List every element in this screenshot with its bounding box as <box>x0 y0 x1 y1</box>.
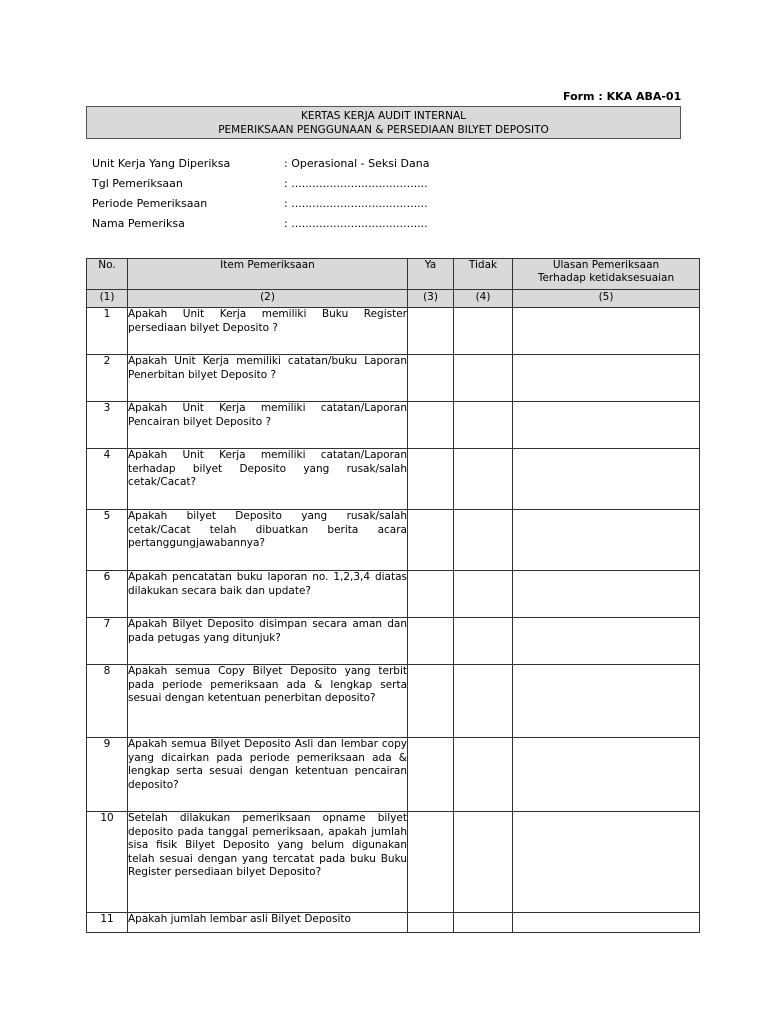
row-question-text: Apakah pencatatan buku laporan no. 1,2,3,4 diatas dilakukan secara baik dan update? <box>128 571 407 597</box>
header-item: Item Pemeriksaan <box>128 259 408 290</box>
row-question-text: Setelah dilakukan pemeriksaan opname bilyet deposito pada tanggal pemeriksaan, apakah jumlah sisa fisik Bilyet Deposito yang belum digunakan telah sesuai dengan yang tercatat pada buku Buku Register persediaan bilyet Deposito? <box>128 812 407 878</box>
ya-cell[interactable] <box>408 355 454 402</box>
table-row <box>87 812 700 913</box>
ya-cell[interactable] <box>408 402 454 449</box>
table-row <box>87 571 700 618</box>
audit-checklist-table <box>86 258 700 933</box>
info-value: : ....................................... <box>284 177 428 190</box>
ya-cell[interactable] <box>408 913 454 933</box>
row-question <box>128 812 408 913</box>
tidak-cell[interactable] <box>454 510 513 571</box>
document-title-box <box>86 106 681 139</box>
header-ulasan-line1: Ulasan Pemeriksaan <box>552 259 660 271</box>
ulasan-cell[interactable] <box>513 618 700 665</box>
ya-cell[interactable] <box>408 812 454 913</box>
document-title-line1: KERTAS KERJA AUDIT INTERNAL <box>300 110 467 122</box>
ya-cell[interactable] <box>408 665 454 738</box>
row-question <box>128 618 408 665</box>
table-row <box>87 449 700 510</box>
row-number: 5 <box>87 510 128 571</box>
row-number: 9 <box>87 738 128 812</box>
row-question-text: Apakah Unit Kerja memiliki catatan/buku Laporan Penerbitan bilyet Deposito ? <box>128 355 407 381</box>
form-code: Form : KKA ABA-01 <box>563 90 682 103</box>
document-title-line2: PEMERIKSAAN PENGGUNAAN & PERSEDIAAN BILYET DEPOSITO <box>218 124 549 136</box>
ya-cell[interactable] <box>408 571 454 618</box>
ulasan-cell[interactable] <box>513 913 700 933</box>
row-number: 1 <box>87 308 128 355</box>
ya-cell[interactable] <box>408 449 454 510</box>
row-number: 3 <box>87 402 128 449</box>
row-question-text: Apakah semua Bilyet Deposito Asli dan lembar copy yang dicairkan pada periode pemeriksaan ada & lengkap serta sesuai dengan ketentuan pencairan deposito? <box>128 738 407 791</box>
row-question <box>128 665 408 738</box>
tidak-cell[interactable] <box>454 449 513 510</box>
column-number: (5) <box>513 290 700 308</box>
row-question-text: Apakah Unit Kerja memiliki Buku Register persediaan bilyet Deposito ? <box>128 308 407 334</box>
row-number: 4 <box>87 449 128 510</box>
row-question <box>128 738 408 812</box>
ulasan-cell[interactable] <box>513 402 700 449</box>
column-number: (2) <box>128 290 408 308</box>
tidak-cell[interactable] <box>454 913 513 933</box>
row-question <box>128 449 408 510</box>
info-label: Tgl Pemeriksaan <box>92 177 183 190</box>
row-number: 2 <box>87 355 128 402</box>
tidak-cell[interactable] <box>454 812 513 913</box>
row-question <box>128 355 408 402</box>
row-number: 6 <box>87 571 128 618</box>
info-value: : Operasional - Seksi Dana <box>284 157 430 170</box>
row-question-text: Apakah semua Copy Bilyet Deposito yang terbit pada periode pemeriksaan ada & lengkap serta sesuai dengan ketentuan penerbitan deposito? <box>128 665 407 704</box>
row-question-text: Apakah bilyet Deposito yang rusak/salah cetak/Cacat telah dibuatkan berita acara pertanggungjawabannya? <box>128 510 407 549</box>
row-question-text: Apakah Bilyet Deposito disimpan secara aman dan pada petugas yang ditunjuk? <box>128 618 407 644</box>
header-no: No. <box>87 259 128 290</box>
info-label: Periode Pemeriksaan <box>92 197 208 210</box>
tidak-cell[interactable] <box>454 665 513 738</box>
table-row <box>87 665 700 738</box>
header-tidak: Tidak <box>454 259 513 290</box>
tidak-cell[interactable] <box>454 402 513 449</box>
row-question <box>128 571 408 618</box>
column-number-row <box>87 290 700 308</box>
ulasan-cell[interactable] <box>513 571 700 618</box>
tidak-cell[interactable] <box>454 618 513 665</box>
tidak-cell[interactable] <box>454 308 513 355</box>
ulasan-cell[interactable] <box>513 308 700 355</box>
table-row <box>87 738 700 812</box>
header-ya: Ya <box>408 259 454 290</box>
info-label: Unit Kerja Yang Diperiksa <box>92 157 231 170</box>
tidak-cell[interactable] <box>454 571 513 618</box>
table-row <box>87 355 700 402</box>
row-question-text: Apakah Unit Kerja memiliki catatan/Laporan Pencairan bilyet Deposito ? <box>128 402 407 428</box>
row-number: 8 <box>87 665 128 738</box>
info-label: Nama Pemeriksa <box>92 217 185 230</box>
header-ulasan <box>513 259 700 290</box>
row-question <box>128 510 408 571</box>
row-number: 10 <box>87 812 128 913</box>
row-question <box>128 402 408 449</box>
row-question <box>128 308 408 355</box>
header-ulasan-line2: Terhadap ketidaksesuaian <box>537 272 675 284</box>
column-number: (4) <box>454 290 513 308</box>
table-row <box>87 913 700 933</box>
ya-cell[interactable] <box>408 618 454 665</box>
ulasan-cell[interactable] <box>513 812 700 913</box>
ulasan-cell[interactable] <box>513 355 700 402</box>
ya-cell[interactable] <box>408 510 454 571</box>
ulasan-cell[interactable] <box>513 510 700 571</box>
row-question <box>128 913 408 933</box>
tidak-cell[interactable] <box>454 355 513 402</box>
table-row <box>87 510 700 571</box>
tidak-cell[interactable] <box>454 738 513 812</box>
ulasan-cell[interactable] <box>513 449 700 510</box>
info-value: : ....................................... <box>284 197 428 210</box>
row-question-text: Apakah Unit Kerja memiliki catatan/Laporan terhadap bilyet Deposito yang rusak/salah cetak/Cacat? <box>128 449 407 488</box>
info-value: : ....................................... <box>284 217 428 230</box>
table-header-row <box>87 259 700 290</box>
column-number: (1) <box>87 290 128 308</box>
table-row <box>87 402 700 449</box>
ulasan-cell[interactable] <box>513 665 700 738</box>
ulasan-cell[interactable] <box>513 738 700 812</box>
table-row <box>87 308 700 355</box>
ya-cell[interactable] <box>408 738 454 812</box>
column-number: (3) <box>408 290 454 308</box>
row-number: 7 <box>87 618 128 665</box>
table-row <box>87 618 700 665</box>
row-number: 11 <box>87 913 128 933</box>
row-question-text: Apakah jumlah lembar asli Bilyet Deposito <box>128 913 351 925</box>
ya-cell[interactable] <box>408 308 454 355</box>
